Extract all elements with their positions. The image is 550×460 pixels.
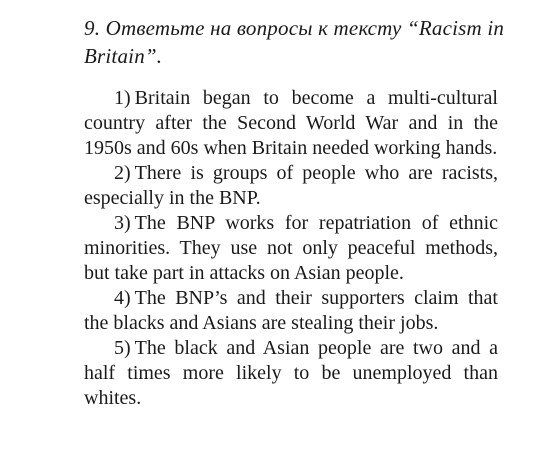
- answer-number: 5): [114, 337, 131, 359]
- answer-item: [84, 161, 498, 211]
- answer-item: [84, 286, 498, 336]
- answer-text: There is groups of people who are racists, especially in the BNP.: [84, 162, 498, 209]
- exercise-number: 9.: [84, 16, 101, 40]
- answer-number: 3): [114, 212, 131, 234]
- answer-list: [84, 86, 498, 411]
- answer-text: The BNP works for repatriation of ethnic minorities. They use not only peaceful methods, but take part in attacks on Asian people.: [84, 212, 498, 284]
- answer-number: 1): [114, 87, 131, 109]
- answer-text: The BNP’s and their supporters claim that the blacks and Asians are stealing their jobs.: [84, 287, 498, 334]
- answer-item: [84, 86, 498, 161]
- exercise-heading: [84, 14, 524, 70]
- answer-number: 4): [114, 287, 131, 309]
- answer-text: Britain began to become a multi-cultural country after the Second World War and in the 1950s and 60s when Britain needed working hands.: [84, 87, 498, 159]
- exercise-instruction: Ответьте на вопросы к тексту “Racism in Britain”.: [84, 16, 505, 68]
- answer-item: [84, 211, 498, 286]
- answer-text: The black and Asian people are two and a half times more likely to be unemployed than whites.: [84, 337, 498, 409]
- answer-number: 2): [114, 162, 131, 184]
- answer-item: [84, 336, 498, 411]
